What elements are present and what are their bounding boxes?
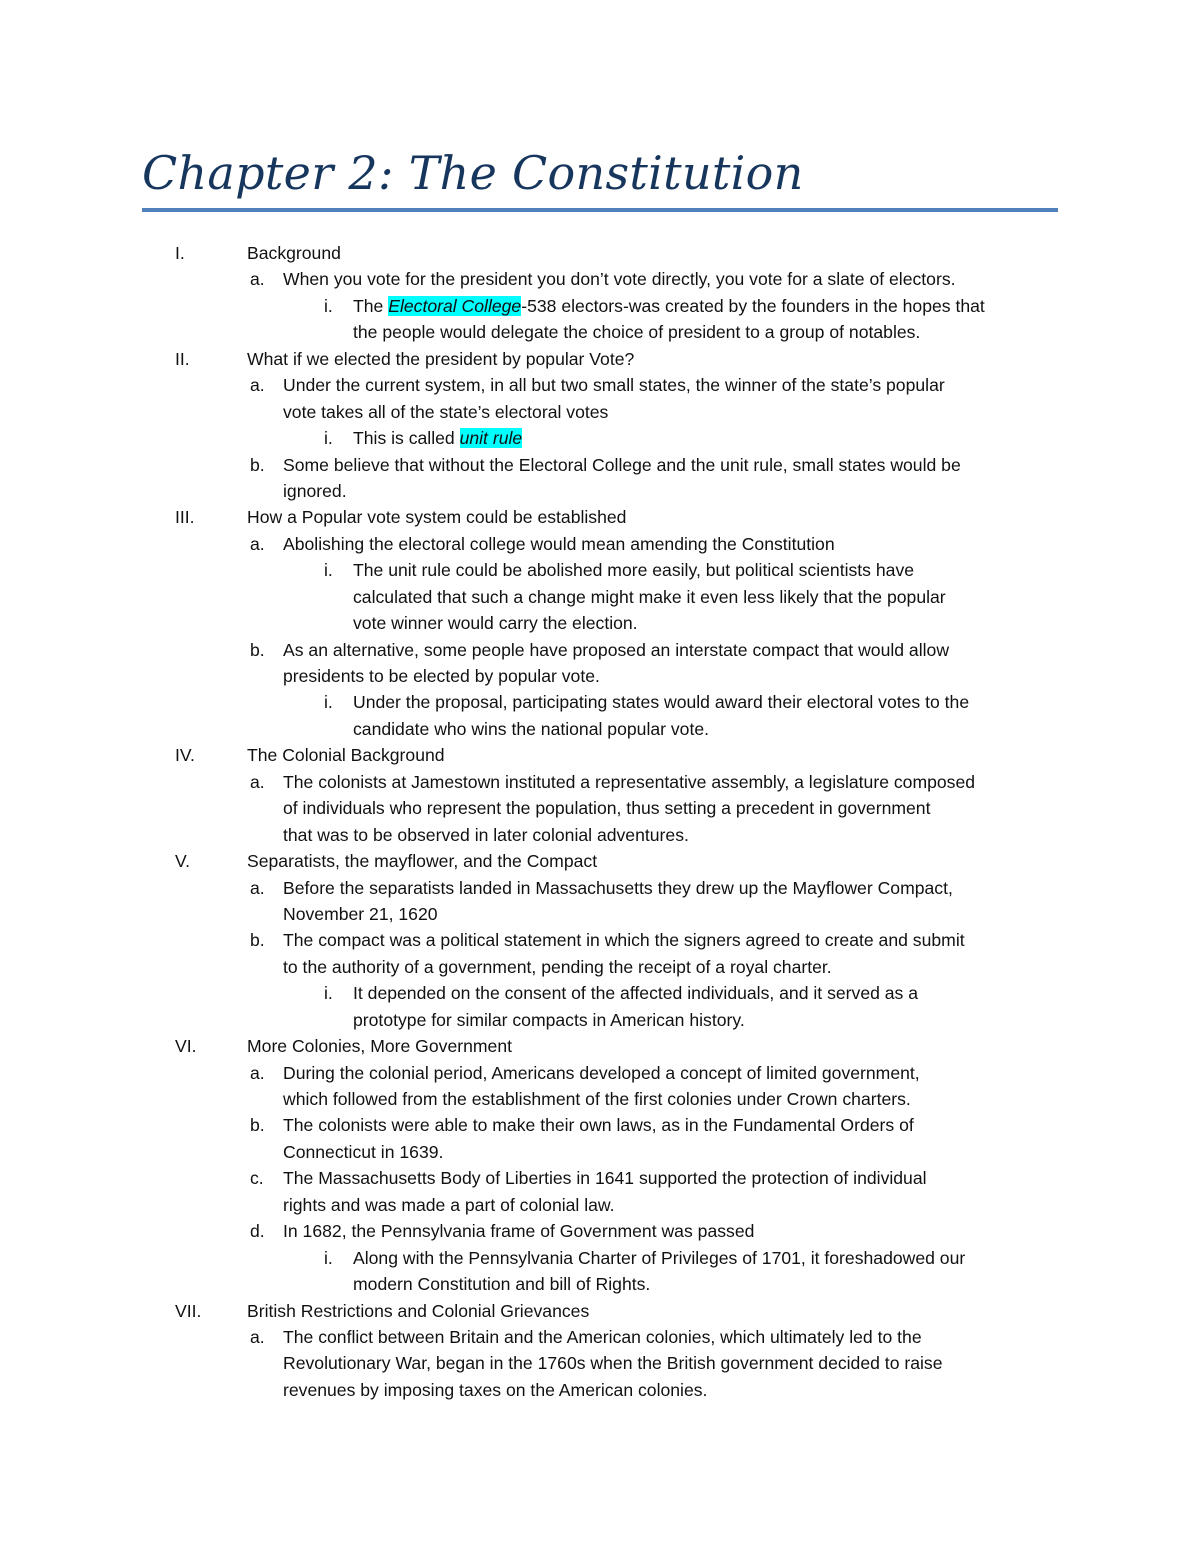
- outline-text: to the authority of a government, pending the receipt of a royal charter.: [283, 956, 832, 977]
- outline-line: [0, 1033, 1200, 1059]
- outline-line: [0, 1218, 1200, 1244]
- outline-text: Abolishing the electoral college would mean amending the Constitution: [283, 533, 835, 554]
- outline-marker: d.: [250, 1221, 265, 1242]
- outline-line: [0, 980, 1200, 1006]
- outline-text: The Massachusetts Body of Liberties in 1641 supported the protection of individual: [283, 1168, 927, 1189]
- outline-text: Separatists, the mayflower, and the Compact: [247, 851, 598, 872]
- outline-line: [0, 1350, 1200, 1376]
- outline-line: [0, 927, 1200, 953]
- outline-line: [0, 822, 1200, 848]
- outline-line: [0, 1112, 1200, 1138]
- text-segment: -538 electors-was created by the founders in the hopes that: [521, 295, 985, 316]
- outline-line: [0, 875, 1200, 901]
- outline-line: [0, 293, 1200, 319]
- outline-text: Along with the Pennsylvania Charter of Privileges of 1701, it foreshadowed our: [353, 1247, 966, 1268]
- outline-line: [0, 610, 1200, 636]
- outline-text: presidents to be elected by popular vote.: [283, 666, 600, 686]
- outline-line: [0, 1245, 1200, 1271]
- outline-line: [0, 425, 1200, 451]
- outline-text: In 1682, the Pennsylvania frame of Government was passed: [283, 1221, 755, 1242]
- outline-marker: i.: [324, 983, 333, 1004]
- outline-text: Under the proposal, participating states would award their electoral votes to the: [353, 692, 970, 713]
- outline-marker: II.: [175, 348, 190, 369]
- outline-marker: b.: [250, 1115, 265, 1136]
- outline-line: [0, 848, 1200, 874]
- outline-text: Before the separatists landed in Massachusetts they drew up the Mayflower Compact,: [283, 877, 953, 898]
- outline-marker: VI.: [175, 1036, 197, 1057]
- outline-text: The unit rule could be abolished more easily, but political scientists have: [353, 560, 915, 581]
- outline-line: [0, 742, 1200, 768]
- outline-text: The compact was a political statement in which the signers agreed to create and submit: [283, 930, 965, 951]
- outline-text: The colonists were able to make their own laws, as in the Fundamental Orders of: [283, 1115, 914, 1136]
- outline-text: Revolutionary War, began in the 1760s when the British government decided to raise: [283, 1353, 943, 1374]
- outline-line: [0, 1324, 1200, 1350]
- outline-text: British Restrictions and Colonial Grievances: [247, 1300, 590, 1321]
- outline-line: [0, 901, 1200, 927]
- outline-text: It depended on the consent of the affected individuals, and it served as a: [353, 983, 919, 1004]
- outline-text: More Colonies, More Government: [247, 1036, 512, 1057]
- outline-marker: a.: [250, 533, 265, 554]
- outline-marker: I.: [175, 243, 185, 263]
- outline-marker: IV.: [175, 745, 195, 766]
- outline-marker: III.: [175, 507, 195, 528]
- outline-marker: a.: [250, 771, 265, 792]
- outline-line: [0, 1007, 1200, 1033]
- outline-line: [0, 557, 1200, 583]
- outline-line: [0, 663, 1200, 689]
- outline-line: [0, 346, 1200, 372]
- outline-marker: a.: [250, 877, 265, 898]
- outline-line: [0, 954, 1200, 980]
- outline-text: Background: [247, 243, 341, 263]
- outline-text: the people would delegate the choice of president to a group of notables.: [353, 322, 921, 343]
- outline-line: [0, 372, 1200, 398]
- outline-line: [0, 1139, 1200, 1165]
- outline-line: [0, 1192, 1200, 1218]
- outline-text: revenues by imposing taxes on the American colonies.: [283, 1379, 708, 1400]
- outline-marker: b.: [250, 454, 265, 475]
- outline-line: [0, 795, 1200, 821]
- outline-text: ignored.: [283, 480, 347, 501]
- outline-line: [0, 452, 1200, 478]
- outline-marker: c.: [250, 1168, 264, 1189]
- outline-marker: b.: [250, 930, 265, 951]
- outline-text: Connecticut in 1639.: [283, 1141, 444, 1162]
- highlighted-term: unit rule: [459, 428, 523, 449]
- outline-text: The conflict between Britain and the American colonies, which ultimately led to the: [283, 1326, 922, 1347]
- outline-line: [0, 478, 1200, 504]
- outline-marker: i.: [324, 428, 333, 449]
- outline-text: which followed from the establishment of the first colonies under Crown charters.: [283, 1089, 911, 1109]
- outline-text: that was to be observed in later colonial adventures.: [283, 824, 689, 845]
- outline-marker: b.: [250, 639, 265, 660]
- outline-marker: i.: [324, 560, 333, 581]
- outline-text: rights and was made a part of colonial law.: [283, 1194, 615, 1215]
- outline-text: The Colonial Background: [247, 745, 445, 766]
- outline-text: The colonists at Jamestown instituted a representative assembly, a legislature composed: [283, 771, 976, 792]
- outline-text: [353, 293, 985, 319]
- page-title: Chapter 2: The Constitution: [142, 146, 804, 200]
- outline-line: [0, 769, 1200, 795]
- outline-line: [0, 399, 1200, 425]
- outline-text: When you vote for the president you don’t vote directly, you vote for a slate of electors.: [283, 269, 956, 290]
- outline-marker: V.: [175, 851, 191, 872]
- outline-marker: a.: [250, 375, 265, 396]
- outline-marker: a.: [250, 269, 265, 290]
- outline-text: Under the current system, in all but two small states, the winner of the state’s popular: [283, 375, 945, 396]
- outline-line: [0, 240, 1200, 266]
- outline-line: [0, 1165, 1200, 1191]
- outline-line: [0, 637, 1200, 663]
- outline-line: [0, 266, 1200, 292]
- outline-line: [0, 689, 1200, 715]
- outline-text: modern Constitution and bill of Rights.: [353, 1274, 651, 1295]
- outline-text: calculated that such a change might make it even less likely that the popular: [353, 586, 946, 607]
- outline-text: of individuals who represent the population, thus setting a precedent in government: [283, 798, 931, 819]
- outline-line: [0, 504, 1200, 530]
- outline-line: [0, 1271, 1200, 1297]
- outline-text: vote takes all of the state’s electoral votes: [283, 401, 609, 422]
- outline-line: [0, 1060, 1200, 1086]
- text-segment: This is called: [353, 428, 460, 449]
- outline-marker: i.: [324, 295, 333, 316]
- outline-marker: i.: [324, 1247, 333, 1268]
- text-segment: The: [353, 295, 389, 316]
- outline-line: [0, 319, 1200, 345]
- outline-text: prototype for similar compacts in American history.: [353, 1009, 745, 1030]
- outline-text: As an alternative, some people have proposed an interstate compact that would allow: [283, 639, 950, 660]
- title-underline: [142, 208, 1058, 212]
- outline-text: vote winner would carry the election.: [353, 613, 638, 634]
- outline-line: [0, 1377, 1200, 1403]
- outline-marker: a.: [250, 1326, 265, 1347]
- outline-line: [0, 716, 1200, 742]
- outline-text: What if we elected the president by popular Vote?: [247, 348, 635, 369]
- outline-line: [0, 1086, 1200, 1112]
- outline-text: November 21, 1620: [283, 903, 438, 924]
- outline-marker: a.: [250, 1062, 265, 1083]
- outline-text: [353, 425, 522, 451]
- outline-text: During the colonial period, Americans developed a concept of limited government,: [283, 1062, 920, 1083]
- outline-marker: i.: [324, 692, 333, 713]
- outline-text: Some believe that without the Electoral College and the unit rule, small states would be: [283, 454, 961, 475]
- highlighted-term: Electoral College: [388, 295, 522, 316]
- outline-text: candidate who wins the national popular vote.: [353, 718, 710, 739]
- outline-list: [0, 240, 1200, 1403]
- outline-line: [0, 531, 1200, 557]
- outline-marker: VII.: [175, 1300, 202, 1321]
- outline-line: [0, 584, 1200, 610]
- outline-line: [0, 1298, 1200, 1324]
- outline-text: How a Popular vote system could be established: [247, 507, 627, 528]
